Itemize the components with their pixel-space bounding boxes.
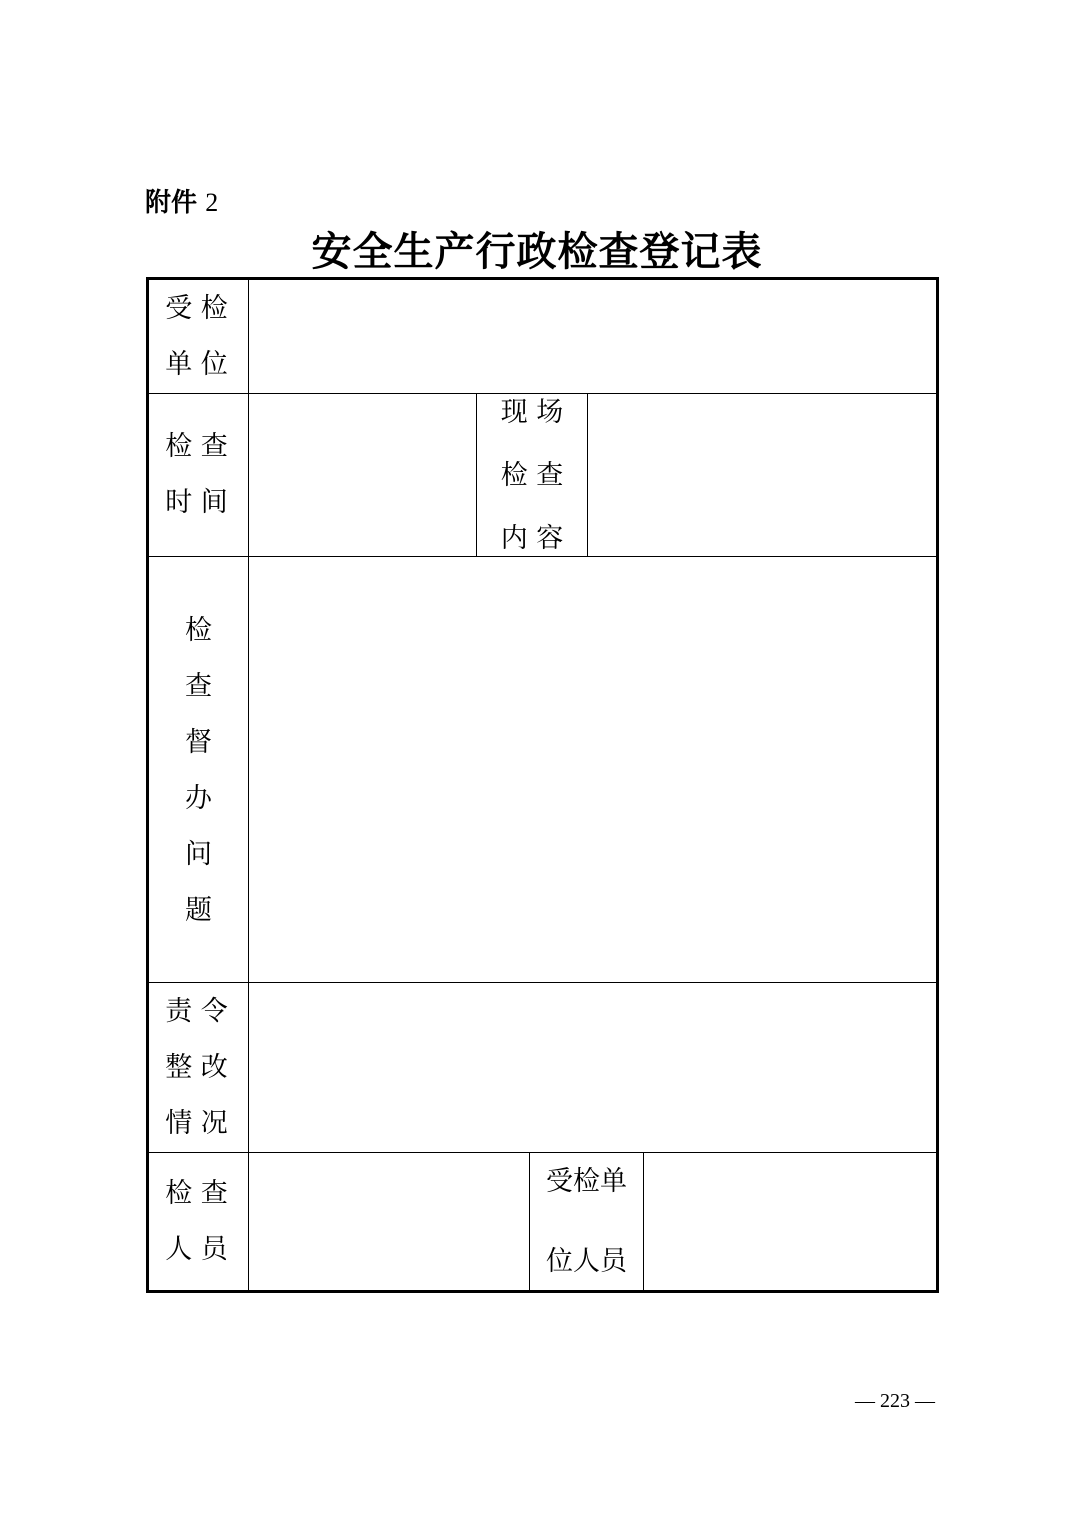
label-line: 单 位: [165, 348, 228, 380]
label-line: 位人员: [546, 1245, 627, 1277]
label-char: 检: [185, 614, 212, 646]
label-line: 检 查: [500, 460, 564, 491]
label-line: 时 间: [165, 487, 228, 518]
label-onsite-content: [477, 381, 587, 554]
label-char: 题: [185, 894, 212, 926]
attachment-number: 2: [205, 188, 219, 217]
label-unit-personnel: [530, 1153, 643, 1290]
label-line: 现 场: [500, 397, 564, 428]
label-line: 内 容: [500, 523, 564, 554]
label-line: 受检单: [546, 1165, 627, 1197]
supervision-issues-field[interactable]: [249, 557, 936, 982]
label-char: 查: [185, 670, 212, 702]
label-line: 检 查: [165, 1177, 228, 1209]
label-inspection-time: [149, 394, 248, 556]
label-rectification: [149, 983, 248, 1152]
label-char: 办: [185, 782, 212, 814]
attachment-word: 附件: [145, 188, 198, 218]
label-inspectors: [149, 1153, 248, 1290]
page-number: — 223 —: [855, 1390, 935, 1412]
label-line: 人 员: [165, 1233, 228, 1265]
inspection-time-field[interactable]: [249, 394, 476, 556]
label-line: 受 检: [165, 292, 228, 324]
label-line: 检 查: [165, 431, 228, 462]
label-char: 督: [185, 726, 212, 758]
onsite-content-field[interactable]: [588, 394, 936, 556]
attachment-label: [145, 185, 218, 221]
inspected-unit-field[interactable]: [249, 280, 936, 393]
label-line: 整 改: [165, 1051, 228, 1083]
inspectors-field[interactable]: [249, 1153, 529, 1290]
label-char: 问: [185, 838, 212, 870]
unit-personnel-field[interactable]: [644, 1153, 936, 1290]
label-line: 责 令: [165, 995, 228, 1027]
rectification-field[interactable]: [249, 983, 936, 1152]
label-supervision-issues: [149, 557, 248, 982]
label-line: 情 况: [165, 1107, 228, 1139]
page-title: 安全生产行政检查登记表: [311, 228, 763, 275]
label-inspected-unit: [149, 280, 248, 393]
